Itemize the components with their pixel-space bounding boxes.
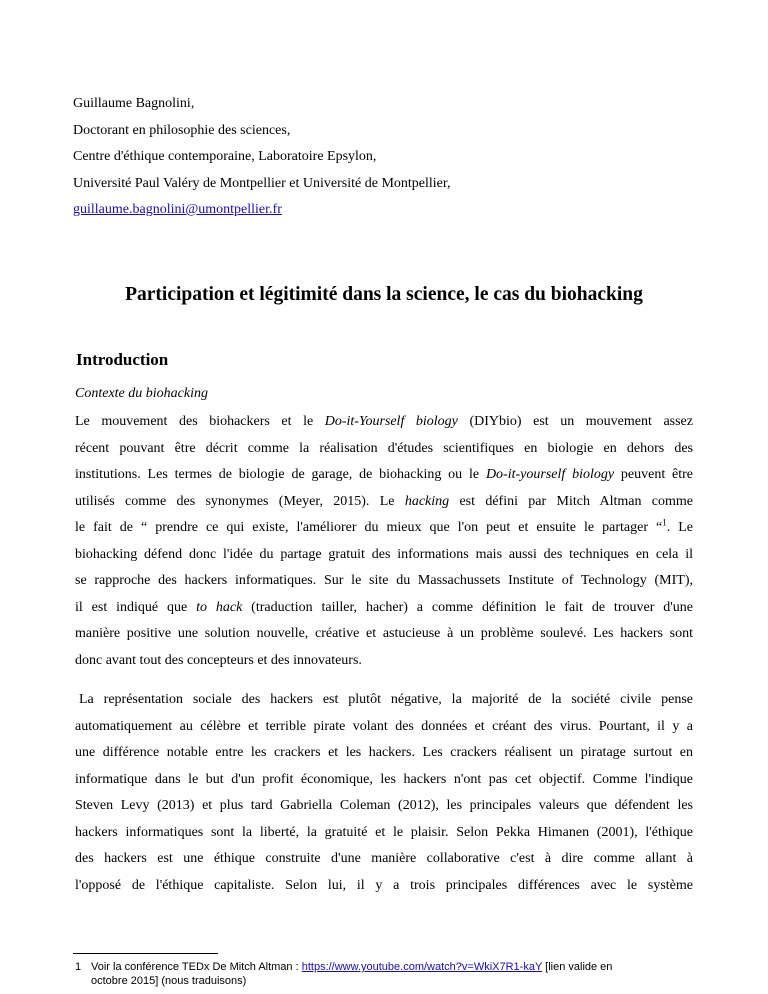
paragraph2-line4: informatique dans le but d'un profit économique, les hackers n'ont pas cet objectif. Comme l'indique <box>75 772 693 787</box>
footnote-youtube-link[interactable]: https://www.youtube.com/watch?v=WkiX7R1-kaY <box>301 961 543 973</box>
paragraph2-line8: l'opposé de l'éthique capitaliste. Selon lui, il y a trois principales différences avec le système <box>75 878 693 893</box>
paper-title: Participation et légitimité dans la science, le cas du biohacking <box>125 284 643 305</box>
footnote-ref-1[interactable]: 1 <box>662 517 667 528</box>
author-email-line <box>73 201 282 219</box>
paragraph1-line5: le fait de “ prendre ce qui existe, l'améliorer du mieux que l'on peut et ensuite le partager “$^1$. Le <box>75 517 693 535</box>
paragraph1-line3: institutions. Les termes de biologie de garage, de biohacking ou le Do-it-yourself biology peuvent être <box>75 467 694 482</box>
author-name: Guillaume Bagnolini, <box>73 96 195 111</box>
paragraph2-line5: Steven Levy (2013) et plus tard Gabriella Coleman (2012), les principales valeurs que défendent les <box>75 798 693 813</box>
paragraph2-line1: La représentation sociale des hackers est plutôt négative, la majorité de la société civile pense <box>79 692 693 707</box>
footnote-separator <box>73 953 218 954</box>
paragraph2-line3: une différence notable entre les crackers et les hackers. Les crackers réalisent un piratage surtout en <box>75 745 693 760</box>
subheading-context: Contexte du biohacking <box>75 386 208 401</box>
footnote-number: 1 <box>75 961 82 973</box>
paragraph2-line7: des hackers est une éthique construite d'une manière collaborative c'est à dire comme allant à <box>75 851 693 866</box>
paragraph2-line6: hackers informatiques sont la liberté, la gratuité et le plaisir. Selon Pekka Himanen (2001), l'éthique <box>75 825 693 840</box>
section-heading-introduction: Introduction <box>76 350 169 369</box>
paragraph1-line9: manière positive une solution nouvelle, créative et astucieuse à un problème soulevé. Les hackers sont <box>75 626 693 641</box>
author-email-link[interactable]: guillaume.bagnolini@umontpellier.fr <box>73 202 282 217</box>
paragraph2-line2: automatiquement au célèbre et terrible pirate volant des données et créant des virus. Pourtant, il y a <box>75 719 693 734</box>
paragraph1-line4: utilisés comme des synonymes (Meyer, 2015). Le hacking est défini par Mitch Altman comme <box>75 494 694 509</box>
paragraph1-line8: il est indiqué que to hack (traduction tailler, hacher) a comme définition le fait de trouver d'une <box>75 600 693 615</box>
paragraph1-line6: biohacking défend donc l'idée du partage gratuit des informations mais aussi des techniques en cela il <box>75 547 693 562</box>
author-lab: Centre d'éthique contemporaine, Laboratoire Epsylon, <box>73 149 377 164</box>
footnote-line1: Voir la conférence TEDx De Mitch Altman : https://www.youtube.com/watch?v=WkiX7R1-kaY [lien valide en <box>91 961 613 973</box>
paragraph1-line2: récent pouvant être décrit comme la réalisation d'études scientifiques en biologie en dehors des <box>75 441 693 456</box>
paragraph1-line7: se rapproche des hackers informatiques. Sur le site du Massachussets Institute of Technology (MIT), <box>75 573 693 588</box>
paragraph1-line1: Le mouvement des biohackers et le Do-it-Yourself biology (DIYbio) est un mouvement assez <box>75 414 693 429</box>
footnote-line2: octobre 2015] (nous traduisons) <box>91 975 247 987</box>
paragraph1-line10: donc avant tout des concepteurs et des innovateurs. <box>75 653 362 668</box>
author-position: Doctorant en philosophie des sciences, <box>73 123 291 138</box>
author-university: Université Paul Valéry de Montpellier et Université de Montpellier, <box>73 176 451 191</box>
